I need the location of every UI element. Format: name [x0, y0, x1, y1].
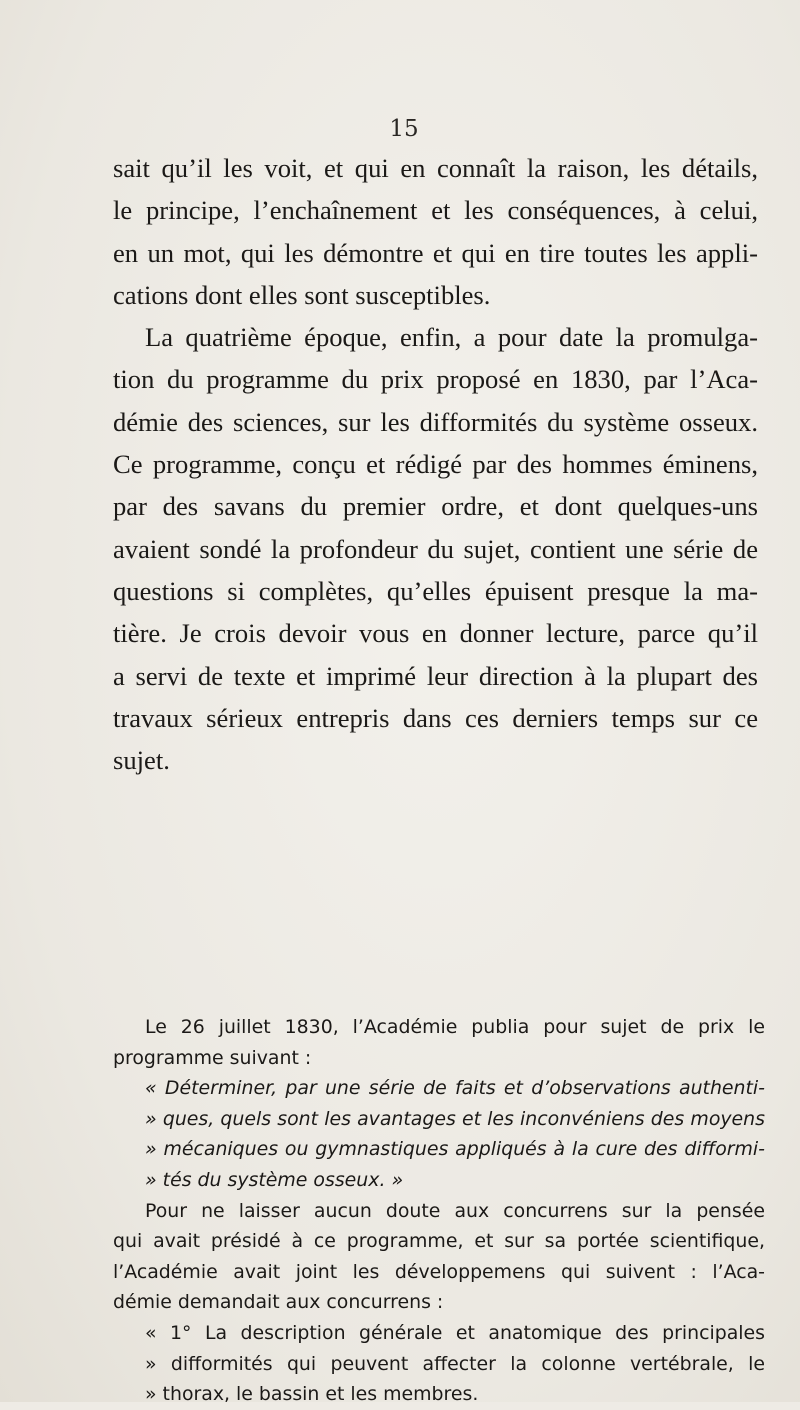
text-line: La quatrième époque, enfin, a pour date la promulga- [145, 322, 758, 353]
text-line: cations dont elles sont susceptibles. [113, 279, 491, 310]
text-line: programme suivant : [113, 1046, 312, 1069]
text-line: questions si complètes, qu’elles épuisent presque la ma- [113, 575, 758, 606]
quote-line: » difformités qui peuvent affecter la colonne vertébrale, le [145, 1352, 765, 1375]
quoted-program-block [113, 1012, 765, 1410]
quote-line: » thorax, le bassin et les membres. [145, 1383, 479, 1406]
quote-line: » tés du système osseux. » [145, 1168, 404, 1191]
text-line: le principe, l’enchaînement et les conséquences, à celui, [113, 195, 758, 226]
text-line: sujet. [113, 745, 170, 776]
text-line: démie demandait aux concurrens : [113, 1291, 444, 1314]
text-line: Le 26 juillet 1830, l’Académie publia pour sujet de prix le [145, 1016, 765, 1038]
text-line: avaient sondé la profondeur du sujet, contient une série de [113, 533, 758, 564]
quote-line: « 1° La description générale et anatomique des principales [145, 1321, 765, 1344]
quote-line: » mécaniques ou gymnastiques appliqués à la cure des difformi- [145, 1138, 765, 1161]
text-line: a servi de texte et imprimé leur direction à la plupart des [113, 660, 758, 691]
text-line: Pour ne laisser aucun doute aux concurrens sur la pensée [145, 1199, 765, 1222]
page-number: 15 [389, 116, 419, 142]
text-line: par des savans du premier ordre, et dont quelques-uns [113, 491, 758, 522]
text-line: en un mot, qui les démontre et qui en tire toutes les appli- [113, 237, 758, 268]
text-line: démie des sciences, sur les difformités du système osseux. [113, 406, 758, 437]
text-line: Ce programme, conçu et rédigé par des hommes éminens, [113, 449, 758, 480]
text-line: tion du programme du prix proposé en 1830, par l’Aca- [113, 364, 758, 395]
text-line: sait qu’il les voit, et qui en connaît la raison, les détails, [113, 153, 758, 183]
text-line: tière. Je crois devoir vous en donner lecture, parce qu’il [113, 618, 758, 649]
quote-line: « Déterminer, par une série de faits et d’observations authenti- [145, 1077, 765, 1100]
main-text-block [113, 147, 758, 781]
quote-line: » ques, quels sont les avantages et les inconvéniens des moyens [145, 1107, 765, 1130]
text-line: travaux sérieux entrepris dans ces derniers temps sur ce [113, 702, 758, 733]
text-line: l’Académie avait joint les développemens qui suivent : l’Aca- [113, 1260, 765, 1283]
text-line: qui avait présidé à ce programme, et sur sa portée scientifique, [113, 1230, 765, 1253]
